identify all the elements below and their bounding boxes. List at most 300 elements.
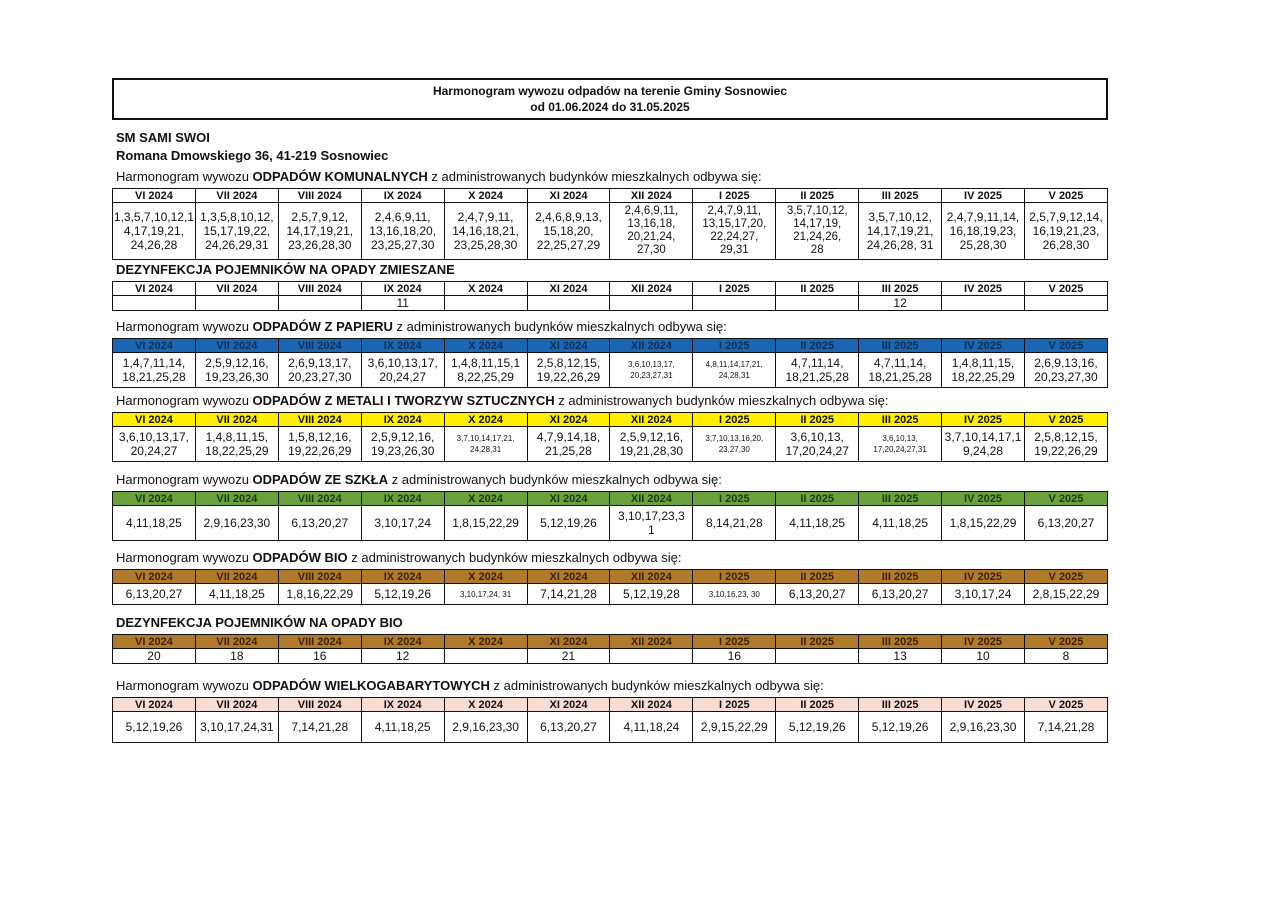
month-header-row: [113, 635, 1108, 649]
pickup-dates-line: 18: [230, 649, 244, 663]
pickup-dates-line: 1,8,15,22,29: [452, 516, 519, 530]
month-header-row: [113, 339, 1108, 353]
pickup-dates-line: 19,22,26,29: [536, 370, 601, 384]
pickup-dates-cell: [444, 353, 527, 388]
pickup-dates-line: 20,23,27,30: [288, 370, 352, 384]
month-header: I 2025: [693, 282, 776, 296]
month-header-row: [113, 282, 1108, 296]
pickup-dates-cell: [859, 353, 942, 388]
month-header: IV 2025: [942, 189, 1025, 203]
section-caption: [112, 393, 1108, 409]
pickup-dates-cell: [113, 712, 196, 743]
month-header: XI 2024: [527, 189, 610, 203]
month-header: IV 2025: [942, 413, 1025, 427]
pickup-dates-line: 14,17,19,21,: [866, 224, 934, 238]
pickup-dates-cell: [693, 649, 776, 664]
pickup-dates-cell: [610, 296, 693, 311]
pickup-dates-line: 3,5,7,10,12,: [786, 205, 848, 217]
dates-row: [113, 649, 1108, 664]
month-header: VI 2024: [113, 698, 196, 712]
month-header: VII 2024: [195, 570, 278, 584]
pickup-dates-cell: [859, 584, 942, 605]
pickup-dates-line: 6,13,20,27: [788, 587, 846, 601]
caption-suffix: z administrowanych budynków mieszkalnych odbywa się:: [489, 678, 824, 693]
month-header: III 2025: [859, 570, 942, 584]
pickup-dates-line: 2,4,7,9,11,: [707, 205, 762, 217]
pickup-dates-line: 18,22,25,29: [951, 370, 1015, 384]
month-header: II 2025: [776, 282, 859, 296]
dates-row: [113, 353, 1108, 388]
month-header: IX 2024: [361, 282, 444, 296]
pickup-dates-line: 2,9,16,23,30: [949, 720, 1017, 734]
pickup-dates-line: 13,16,18,20,: [369, 224, 437, 238]
month-header-row: [113, 413, 1108, 427]
month-header: III 2025: [859, 282, 942, 296]
pickup-dates-line: 1,3,5,7,10,12,1: [113, 210, 194, 224]
schedule-table-dezynfekcja_zmieszane: [112, 281, 1108, 311]
pickup-dates-cell: [942, 296, 1025, 311]
month-header: IX 2024: [361, 635, 444, 649]
caption-prefix: Harmonogram wywozu: [116, 319, 253, 334]
pickup-dates-cell: [444, 427, 527, 462]
pickup-dates-cell: [195, 584, 278, 605]
month-header: I 2025: [693, 339, 776, 353]
pickup-dates-cell: [859, 427, 942, 462]
pickup-dates-cell: [527, 649, 610, 664]
pickup-dates-line: 28: [810, 244, 824, 256]
month-header: XI 2024: [527, 413, 610, 427]
pickup-dates-cell: [361, 427, 444, 462]
pickup-dates-line: 4,11,18,25: [872, 516, 929, 530]
month-header: I 2025: [693, 635, 776, 649]
month-header: VI 2024: [113, 570, 196, 584]
pickup-dates-line: 2,4,6,8,9,13,: [535, 210, 602, 224]
pickup-dates-line: 18,22,25,29: [205, 444, 269, 458]
pickup-dates-line: 3,10,17,24: [374, 516, 432, 530]
month-header: IX 2024: [361, 339, 444, 353]
month-header: XII 2024: [610, 635, 693, 649]
pickup-dates-cell: [113, 203, 196, 260]
pickup-dates-cell: [693, 353, 776, 388]
pickup-dates-cell: [361, 203, 444, 260]
pickup-dates-cell: [278, 427, 361, 462]
pickup-dates-cell: [278, 506, 361, 541]
pickup-dates-cell: [942, 712, 1025, 743]
pickup-dates-line: 2,5,7,9,12,14,: [1029, 210, 1103, 224]
pickup-dates-line: 5,12,19,26: [871, 720, 929, 734]
pickup-dates-cell: [113, 649, 196, 664]
pickup-dates-line: 2,9,16,23,30: [203, 516, 271, 530]
pickup-dates-cell: [610, 584, 693, 605]
month-header: IV 2025: [942, 339, 1025, 353]
pickup-dates-line: 2,5,7,9,12,: [291, 210, 349, 224]
month-header: II 2025: [776, 492, 859, 506]
pickup-dates-line: 6,13,20,27: [540, 720, 597, 734]
pickup-dates-line: 23,25,28,30: [453, 238, 518, 252]
caption-suffix: z administrowanych budynków mieszkalnych odbywa się:: [554, 393, 889, 408]
pickup-dates-cell: [610, 712, 693, 743]
month-header: II 2025: [776, 189, 859, 203]
pickup-dates-cell: [693, 203, 776, 260]
pickup-dates-line: 5,12,19,26: [788, 720, 846, 734]
pickup-dates-line: 4,7,11,14,: [790, 356, 844, 370]
month-header: I 2025: [693, 189, 776, 203]
pickup-dates-line: 4,11,18,25: [208, 587, 265, 601]
pickup-dates-cell: [195, 296, 278, 311]
caption-waste-type: ODPADÓW Z METALI I TWORZYW SZTUCZNYCH: [252, 393, 555, 408]
pickup-dates-cell: [444, 506, 527, 541]
pickup-dates-line: 1,3,5,8,10,12,: [200, 210, 274, 224]
month-header: V 2025: [1024, 189, 1107, 203]
pickup-dates-line: 2,9,15,22,29: [700, 720, 768, 734]
pickup-dates-cell: [1024, 584, 1107, 605]
pickup-dates-cell: [278, 649, 361, 664]
pickup-dates-cell: [527, 584, 610, 605]
month-header: V 2025: [1024, 282, 1107, 296]
pickup-dates-cell: [527, 353, 610, 388]
month-header: VII 2024: [195, 282, 278, 296]
month-header: X 2024: [444, 570, 527, 584]
pickup-dates-cell: [1024, 203, 1107, 260]
pickup-dates-line: 2,6,9,13,17,: [288, 356, 352, 370]
section-caption: [112, 472, 1108, 488]
pickup-dates-line: 3,5,7,10,12,: [868, 210, 932, 224]
pickup-dates-line: 3,7,10,13,16,20,: [705, 434, 764, 443]
pickup-dates-line: 2,5,9,12,16,: [205, 356, 269, 370]
month-header: XI 2024: [527, 635, 610, 649]
schedule-table-wielkogabarytowe: [112, 697, 1108, 743]
pickup-dates-line: 3,6,10,13,17,: [367, 356, 438, 370]
title-line-2: od 01.06.2024 do 31.05.2025: [530, 100, 690, 114]
pickup-dates-line: 19,22,26,29: [1034, 444, 1098, 458]
month-header: X 2024: [444, 189, 527, 203]
pickup-dates-line: 19,21,28,30: [619, 444, 684, 458]
section-caption: [112, 169, 1108, 185]
month-header-row: [113, 189, 1108, 203]
pickup-dates-line: 6,13,20,27: [291, 516, 349, 530]
pickup-dates-cell: [942, 584, 1025, 605]
pickup-dates-line: 24,28,31: [718, 371, 750, 380]
schedule-table-papier: [112, 338, 1108, 388]
pickup-dates-line: 13,15,17,20,: [702, 218, 767, 230]
month-header: VI 2024: [113, 413, 196, 427]
month-header-row: [113, 570, 1108, 584]
pickup-dates-line: 19,23,26,30: [370, 444, 435, 458]
month-header: VI 2024: [113, 492, 196, 506]
pickup-dates-line: 14,16,18,21,: [452, 224, 519, 238]
pickup-dates-line: 11: [396, 296, 409, 310]
month-header: VI 2024: [113, 282, 196, 296]
month-header: XI 2024: [527, 492, 610, 506]
month-header: VIII 2024: [278, 570, 361, 584]
pickup-dates-cell: [113, 506, 196, 541]
month-header: VI 2024: [113, 339, 196, 353]
pickup-dates-line: 2,5,9,12,16,: [370, 430, 435, 444]
pickup-dates-line: 1,4,8,11,15,1: [450, 356, 521, 370]
pickup-dates-line: 16,18,19,23,: [949, 224, 1017, 238]
month-header: IV 2025: [942, 635, 1025, 649]
month-header: VII 2024: [195, 189, 278, 203]
pickup-dates-line: 4,11,18,25: [126, 516, 182, 530]
pickup-dates-line: 24,26,28, 31: [866, 238, 934, 252]
caption-prefix: Harmonogram wywozu: [116, 169, 253, 184]
month-header: I 2025: [693, 698, 776, 712]
month-header: XII 2024: [610, 698, 693, 712]
pickup-dates-line: 13,16,18,: [627, 218, 676, 230]
pickup-dates-cell: [361, 506, 444, 541]
pickup-dates-line: 16,19,21,23,: [1032, 224, 1100, 238]
pickup-dates-cell: [195, 203, 278, 260]
month-header: III 2025: [859, 189, 942, 203]
section-caption: [112, 550, 1108, 566]
pickup-dates-cell: [776, 506, 859, 541]
month-header: XII 2024: [610, 492, 693, 506]
pickup-dates-cell: [859, 649, 942, 664]
pickup-dates-line: 3,10,17,23,3: [618, 509, 685, 523]
pickup-dates-cell: [113, 353, 196, 388]
month-header: IX 2024: [361, 698, 444, 712]
month-header: VII 2024: [195, 413, 278, 427]
month-header-row: [113, 492, 1108, 506]
schedule-table-bio: [112, 569, 1108, 605]
pickup-dates-line: 7,14,21,28: [1037, 720, 1095, 734]
pickup-dates-line: 2,5,9,12,16,: [619, 430, 684, 444]
month-header: IX 2024: [361, 413, 444, 427]
month-header: XII 2024: [610, 413, 693, 427]
month-header: X 2024: [444, 635, 527, 649]
pickup-dates-line: 2,5,8,12,15,: [536, 356, 601, 370]
pickup-dates-cell: [527, 296, 610, 311]
month-header: II 2025: [776, 570, 859, 584]
org-name: SM SAMI SWOI: [116, 130, 210, 145]
pickup-dates-cell: [278, 353, 361, 388]
pickup-dates-cell: [776, 712, 859, 743]
month-header: III 2025: [859, 635, 942, 649]
caption-prefix: Harmonogram wywozu: [116, 678, 253, 693]
pickup-dates-cell: [278, 296, 361, 311]
pickup-dates-cell: [527, 427, 610, 462]
month-header: XII 2024: [610, 189, 693, 203]
pickup-dates-line: 2,4,6,9,11,: [624, 205, 679, 217]
pickup-dates-line: 17,20,24,27: [785, 444, 849, 458]
month-header: IX 2024: [361, 492, 444, 506]
pickup-dates-line: 23,26,28,30: [288, 238, 352, 252]
pickup-dates-line: 4,11,18,25: [789, 516, 846, 530]
month-header: III 2025: [859, 698, 942, 712]
pickup-dates-line: 22,24,27,: [710, 231, 759, 243]
pickup-dates-line: 16: [313, 649, 327, 663]
month-header: IV 2025: [942, 570, 1025, 584]
pickup-dates-line: 3,7,10,14,17,1: [944, 430, 1022, 444]
month-header: II 2025: [776, 698, 859, 712]
caption-suffix: z administrowanych budynków mieszkalnych odbywa się:: [388, 472, 722, 487]
schedule-table-komunalne: [112, 188, 1108, 260]
pickup-dates-line: 5,12,19,26: [125, 720, 183, 734]
pickup-dates-line: 1,8,16,22,29: [286, 587, 354, 601]
pickup-dates-cell: [859, 506, 942, 541]
pickup-dates-line: 6,13,20,27: [871, 587, 929, 601]
pickup-dates-cell: [942, 203, 1025, 260]
pickup-dates-line: 20: [147, 649, 161, 663]
pickup-dates-line: 18,21,25,28: [122, 370, 186, 384]
pickup-dates-line: 20,24,27: [130, 444, 178, 458]
pickup-dates-line: 1,4,8,11,15,: [205, 430, 269, 444]
pickup-dates-line: 4,7,11,14,: [873, 356, 927, 370]
pickup-dates-line: 3,10,17,24,31: [200, 720, 274, 734]
schedule-table-metale: [112, 412, 1108, 462]
pickup-dates-cell: [1024, 296, 1107, 311]
pickup-dates-line: 3,6,10,13,: [790, 430, 844, 444]
section-caption: [112, 678, 1108, 694]
month-header: II 2025: [776, 413, 859, 427]
pickup-dates-cell: [610, 203, 693, 260]
pickup-dates-cell: [361, 353, 444, 388]
caption-suffix: z administrowanych budynków mieszkalnych odbywa się:: [427, 169, 762, 184]
dates-row: [113, 296, 1108, 311]
pickup-dates-line: 2,5,8,12,15,: [1034, 430, 1098, 444]
pickup-dates-line: 17,20,24,27,31: [873, 445, 927, 454]
pickup-dates-cell: [859, 296, 942, 311]
caption-waste-type: ODPADÓW Z PAPIERU: [252, 319, 393, 334]
pickup-dates-line: 8,22,25,29: [457, 370, 514, 384]
pickup-dates-cell: [1024, 506, 1107, 541]
pickup-dates-line: 24,26,29,31: [205, 238, 269, 252]
pickup-dates-cell: [859, 203, 942, 260]
pickup-dates-line: 4,11,18,25: [374, 720, 431, 734]
pickup-dates-cell: [527, 506, 610, 541]
pickup-dates-line: 18,21,25,28: [785, 370, 849, 384]
dates-row: [113, 506, 1108, 541]
pickup-dates-cell: [527, 712, 610, 743]
section-heading: DEZYNFEKCJA POJEMNIKÓW NA OPADY BIO: [116, 615, 403, 630]
pickup-dates-line: 23,25,27,30: [370, 238, 435, 252]
month-header: III 2025: [859, 492, 942, 506]
section-caption: [112, 319, 1108, 335]
month-header: X 2024: [444, 698, 527, 712]
month-header: VII 2024: [195, 635, 278, 649]
pickup-dates-line: 19,22,26,29: [288, 444, 352, 458]
month-header: XI 2024: [527, 698, 610, 712]
month-header: X 2024: [444, 413, 527, 427]
pickup-dates-cell: [693, 427, 776, 462]
dates-row: [113, 203, 1108, 260]
pickup-dates-cell: [942, 427, 1025, 462]
pickup-dates-cell: [859, 712, 942, 743]
pickup-dates-cell: [113, 584, 196, 605]
pickup-dates-cell: [610, 427, 693, 462]
pickup-dates-line: 3,7,10,14,17,21,: [456, 434, 515, 443]
pickup-dates-line: 15,17,19,22,: [203, 224, 271, 238]
month-header: VIII 2024: [278, 339, 361, 353]
month-header: X 2024: [444, 282, 527, 296]
pickup-dates-line: 26,28,30: [1042, 238, 1090, 252]
month-header: VII 2024: [195, 698, 278, 712]
pickup-dates-cell: [776, 649, 859, 664]
pickup-dates-cell: [693, 584, 776, 605]
month-header: IX 2024: [361, 189, 444, 203]
month-header: XI 2024: [527, 339, 610, 353]
month-header: VI 2024: [113, 635, 196, 649]
pickup-dates-line: 8: [1062, 649, 1070, 663]
pickup-dates-line: 29,31: [719, 244, 749, 256]
pickup-dates-line: 2,9,16,23,30: [452, 720, 519, 734]
pickup-dates-line: 4,17,19,21,: [123, 224, 184, 238]
pickup-dates-line: 6,13,20,27: [1037, 516, 1095, 530]
month-header-row: [113, 698, 1108, 712]
title-line-1: Harmonogram wywozu odpadów na terenie Gminy Sosnowiec: [432, 84, 788, 98]
month-header: II 2025: [776, 635, 859, 649]
pickup-dates-cell: [444, 203, 527, 260]
pickup-dates-cell: [444, 712, 527, 743]
month-header: XII 2024: [610, 339, 693, 353]
month-header: II 2025: [776, 339, 859, 353]
pickup-dates-cell: [1024, 649, 1107, 664]
pickup-dates-cell: [278, 584, 361, 605]
pickup-dates-cell: [195, 427, 278, 462]
org-block: [112, 129, 1108, 165]
month-header: VIII 2024: [278, 413, 361, 427]
pickup-dates-cell: [942, 506, 1025, 541]
caption-prefix: Harmonogram wywozu: [116, 550, 253, 565]
pickup-dates-line: 9,24,28: [962, 444, 1004, 458]
pickup-dates-cell: [610, 506, 693, 541]
pickup-dates-line: 27,30: [637, 244, 666, 256]
pickup-dates-line: 2,4,7,9,11,: [457, 210, 514, 224]
title-box: [112, 78, 1108, 120]
pickup-dates-line: 12: [893, 296, 907, 310]
pickup-dates-line: 18,21,25,28: [868, 370, 932, 384]
pickup-dates-cell: [195, 649, 278, 664]
pickup-dates-cell: [776, 353, 859, 388]
caption-waste-type: ODPADÓW WIELKOGABARYTOWYCH: [252, 678, 490, 693]
pickup-dates-cell: [942, 353, 1025, 388]
month-header: VIII 2024: [278, 698, 361, 712]
month-header: V 2025: [1024, 339, 1107, 353]
pickup-dates-line: 4,7,9,14,18,: [536, 430, 601, 444]
pickup-dates-line: 20,24,27: [379, 370, 427, 384]
pickup-dates-line: 2,4,7,9,11,14,: [946, 210, 1020, 224]
month-header: XII 2024: [610, 570, 693, 584]
pickup-dates-cell: [776, 584, 859, 605]
pickup-dates-line: 1: [648, 523, 655, 537]
schedule-table-dezynfekcja_bio: [112, 634, 1108, 664]
pickup-dates-line: 3,6,10,13,: [882, 434, 918, 443]
pickup-dates-cell: [527, 203, 610, 260]
pickup-dates-line: 6,13,20,27: [125, 587, 183, 601]
pickup-dates-line: 3,10,17,24, 31: [460, 589, 512, 599]
pickup-dates-cell: [610, 353, 693, 388]
pickup-dates-line: 24,26,28: [130, 238, 178, 252]
month-header: VIII 2024: [278, 492, 361, 506]
pickup-dates-line: 8,14,21,28: [705, 516, 763, 530]
month-header: IV 2025: [942, 492, 1025, 506]
pickup-dates-line: 2,6,9,13,16,: [1034, 356, 1098, 370]
pickup-dates-cell: [1024, 353, 1107, 388]
caption-waste-type: ODPADÓW ZE SZKŁA: [252, 472, 389, 487]
month-header: V 2025: [1024, 492, 1107, 506]
month-header: III 2025: [859, 339, 942, 353]
pickup-dates-line: 21,25,28: [545, 444, 592, 458]
section-heading: DEZYNFEKCJA POJEMNIKÓW NA OPADY ZMIESZANE: [116, 262, 455, 277]
pickup-dates-cell: [113, 427, 196, 462]
pickup-dates-line: 14,17,19,21,: [286, 224, 354, 238]
month-header: V 2025: [1024, 635, 1107, 649]
pickup-dates-cell: [1024, 427, 1107, 462]
dates-row: [113, 427, 1108, 462]
month-header: XI 2024: [527, 282, 610, 296]
pickup-dates-line: 4,11,18,24: [623, 720, 680, 734]
pickup-dates-cell: [693, 296, 776, 311]
